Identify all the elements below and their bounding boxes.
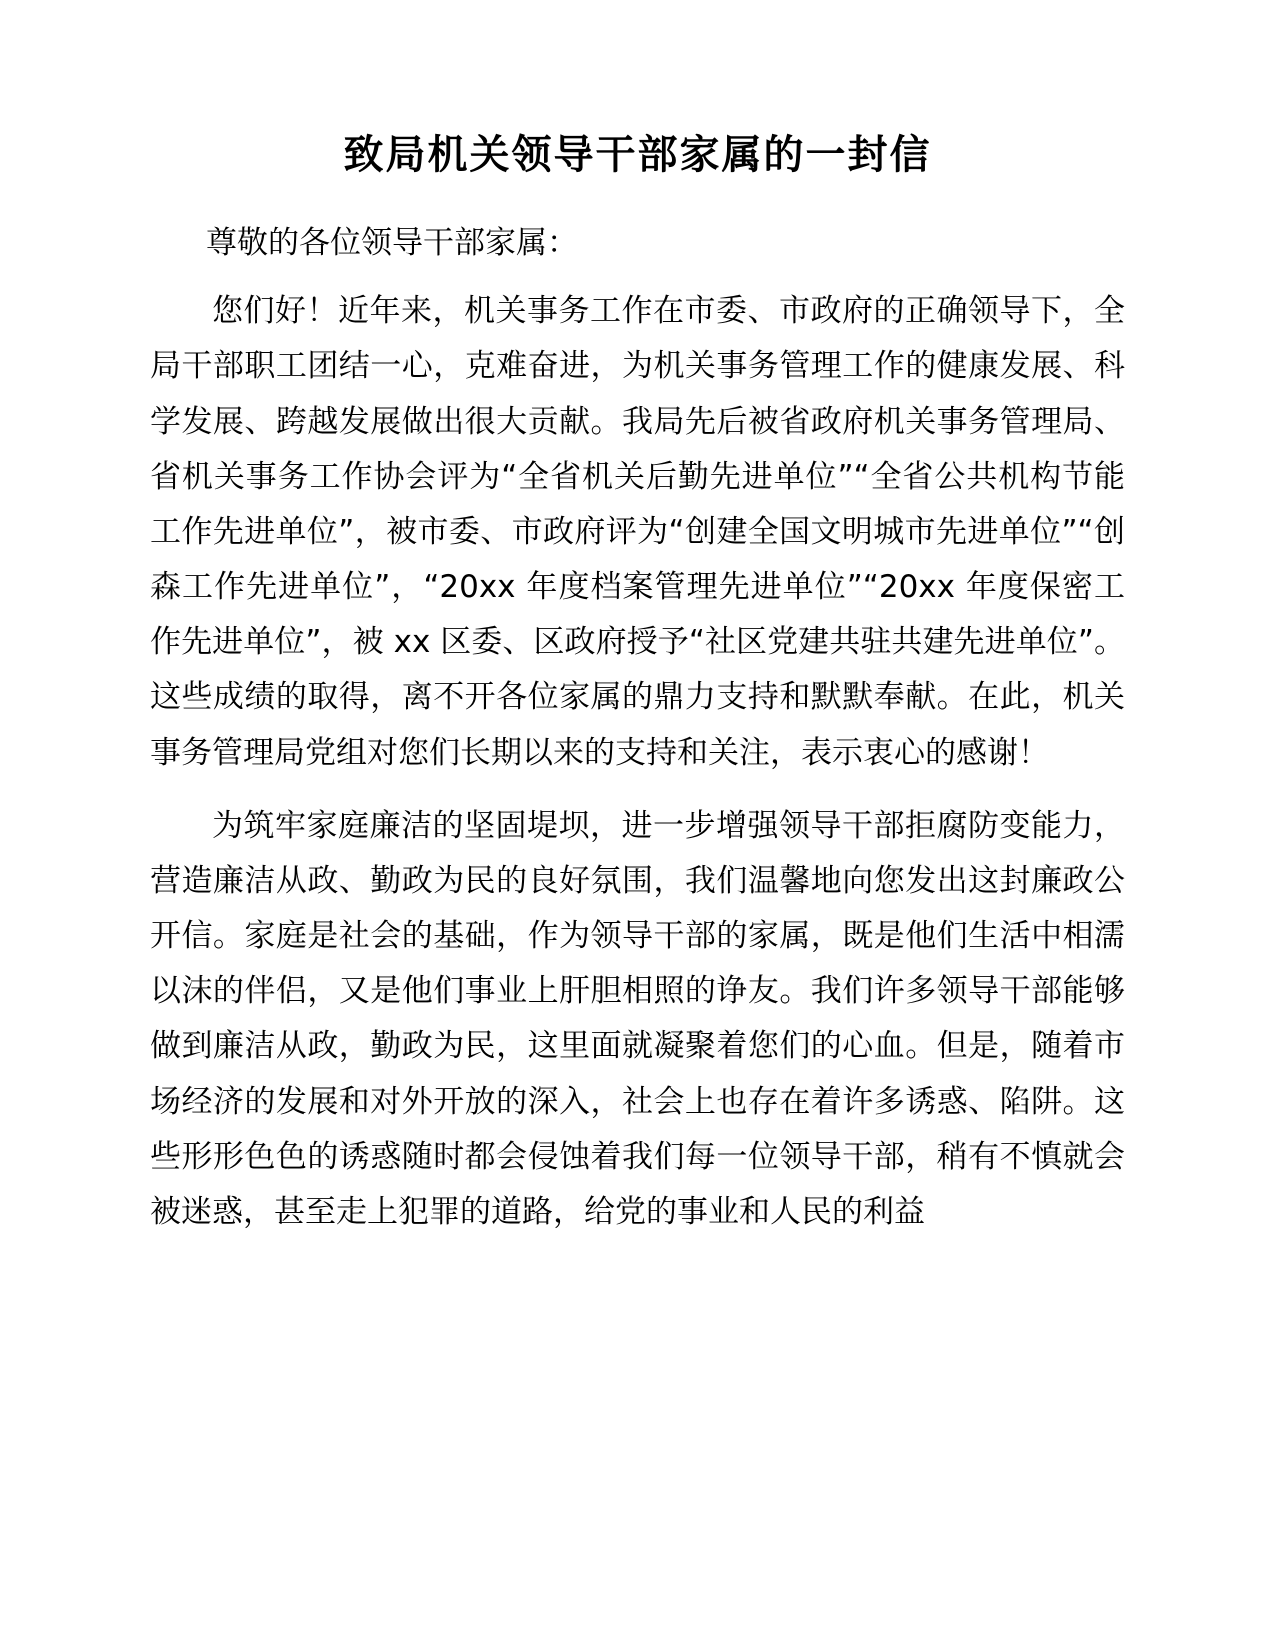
body-paragraph-2: 为筑牢家庭廉洁的坚固堤坝，进一步增强领导干部拒腐防变能力，营造廉洁从政、勤政为民的良好氛围，我们温馨地向您发出这封廉政公开信。家庭是社会的基础，作为领导干部的家属，既是他们生活中相濡以沫的伴侣，又是他们事业上肝胆相照的诤友。我们许多领导干部能够做到廉洁从政，勤政为民，这里面就凝聚着您们的心血。但是，随着市场经济的发展和对外开放的深入，社会上也存在着许多诱惑、陷阱。这些形形色色的诱惑随时都会侵蚀着我们每一位领导干部，稍有不慎就会被迷惑，甚至走上犯罪的道路，给党的事业和人民的利益 bbox=[150, 807, 1125, 1230]
salutation-line: 尊敬的各位领导干部家属： bbox=[206, 225, 578, 261]
body-paragraph-1: 您们好！近年来，机关事务工作在市委、市政府的正确领导下，全局干部职工团结一心，克难奋进，为机关事务管理工作的健康发展、科学发展、跨越发展做出很大贡献。我局先后被省政府机关事务管理局、省机关事务工作协会评为“全省机关后勤先进单位”“全省公共机构节能工作先进单位”，被市委、市政府评为“创建全国文明城市先进单位”“创森工作先进单位”，“20xx 年度档案管理先进单位”“20xx 年度保密工作先进单位”，被 xx 区委、区政府授予“社区党建共驻共建先进单位”。这些成绩的取得，离不开各位家属的鼎力支持和默默奉献。在此，机关事务管理局党组对您们长期以来的支持和关注，表示衷心的感谢！ bbox=[150, 293, 1125, 771]
page-title: 致局机关领导干部家属的一封信 bbox=[343, 132, 932, 178]
